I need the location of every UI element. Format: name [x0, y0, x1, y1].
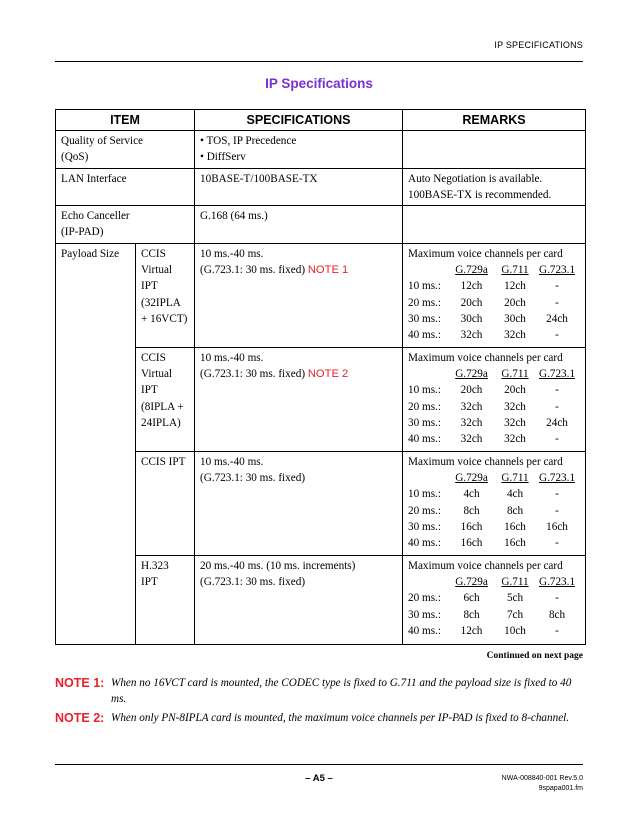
column-header-remarks: REMARKS — [403, 110, 586, 131]
codec-header: G.723.1 — [538, 368, 576, 381]
page-number: – A5 – — [305, 773, 333, 784]
codec-header: G.723.1 — [538, 472, 576, 485]
column-header-specifications: SPECIFICATIONS — [195, 110, 403, 131]
voice-title: Maximum voice channels per card — [408, 559, 563, 572]
channel-count: 32ch — [504, 416, 526, 429]
channel-count: - — [555, 504, 559, 517]
spec-text: 10BASE-T/100BASE-TX — [200, 172, 318, 185]
subitem-text: + 16VCT) — [141, 312, 188, 325]
codec-header: G.729a — [455, 472, 488, 485]
note-text: When no 16VCT card is mounted, the CODEC type is fixed to G.711 and the payload size is fixed to 40 ms. — [111, 677, 572, 705]
channel-count: - — [555, 488, 559, 501]
header-rule — [55, 61, 583, 62]
subitem-cell — [136, 555, 195, 644]
spec-cell — [195, 206, 403, 244]
voice-channel-table — [408, 262, 579, 343]
codec-header: G.711 — [501, 576, 529, 589]
channel-count: 16ch — [504, 537, 526, 550]
spec-text: 10 ms.-40 ms. — [200, 455, 264, 468]
remarks-cell — [403, 131, 586, 169]
spec-cell — [195, 347, 403, 451]
table-row-payload-ccis-virtual-32ipla — [56, 243, 586, 347]
table-row-lan — [56, 168, 586, 206]
codec-header-row — [408, 470, 579, 486]
item-text: Quality of Service — [61, 135, 144, 147]
document-id — [502, 774, 583, 794]
doc-number: NWA-008840-001 Rev.5.0 — [501, 775, 583, 782]
item-text: (IP-PAD) — [61, 226, 104, 239]
voice-channel-cell — [403, 243, 586, 347]
payload-ms-label: 20 ms.: — [408, 592, 441, 605]
blank-cell — [408, 366, 448, 382]
codec-header: G.729a — [455, 264, 488, 277]
payload-ms-label: 30 ms.: — [408, 312, 441, 325]
spec-cell — [195, 168, 403, 206]
codec-header: G.729a — [455, 368, 488, 381]
payload-ms-label: 40 ms.: — [408, 537, 441, 550]
channel-count: 32ch — [460, 416, 483, 429]
voice-channel-row — [408, 295, 579, 311]
subitem-text: CCIS — [141, 247, 166, 260]
voice-channel-table — [408, 574, 579, 639]
channel-count: - — [555, 280, 559, 293]
payload-ms-label: 30 ms.: — [408, 608, 441, 621]
channel-count: 16ch — [460, 520, 483, 533]
channel-count: 24ch — [546, 312, 568, 325]
subitem-text: H.323 — [141, 559, 169, 572]
blank-cell — [408, 470, 448, 486]
voice-channel-row — [408, 623, 579, 639]
codec-header: G.711 — [501, 368, 529, 381]
spec-cell — [195, 451, 403, 555]
payload-ms-label: 30 ms.: — [408, 416, 441, 429]
voice-channel-row — [408, 327, 579, 343]
footer-rule — [55, 764, 583, 765]
spec-cell — [195, 131, 403, 169]
codec-header: G.729a — [455, 576, 488, 589]
voice-channel-row — [408, 503, 579, 519]
spec-text: 10 ms.-40 ms. — [200, 247, 264, 260]
subitem-text: CCIS — [141, 351, 166, 364]
channel-count: 16ch — [460, 537, 483, 550]
channel-count: 32ch — [460, 329, 483, 342]
channel-count: 8ch — [463, 608, 480, 621]
note-2 — [55, 710, 585, 726]
spec-text: (G.723.1: 30 ms. fixed) — [200, 368, 306, 381]
codec-header-cell — [495, 366, 535, 382]
remarks-text: 100BASE-TX is recommended. — [408, 188, 552, 201]
voice-title: Maximum voice channels per card — [408, 351, 563, 364]
codec-header-cell — [535, 366, 579, 382]
table-row-payload-ccis-virtual-8ipla — [56, 347, 586, 451]
payload-ms-label: 20 ms.: — [408, 296, 441, 309]
codec-header-cell — [495, 574, 535, 590]
note-1 — [55, 675, 585, 707]
note-label: NOTE 1: — [55, 676, 105, 690]
voice-title: Maximum voice channels per card — [408, 247, 563, 260]
channel-count: 20ch — [504, 384, 526, 397]
note-label: NOTE 2: — [55, 711, 105, 725]
blank-cell — [408, 262, 448, 278]
voice-channel-table — [408, 470, 579, 551]
voice-channel-cell — [403, 555, 586, 644]
codec-header-cell — [535, 262, 579, 278]
channel-count: - — [555, 624, 559, 637]
channel-count: 5ch — [506, 592, 524, 605]
voice-channel-row — [408, 486, 579, 502]
voice-channel-row — [408, 590, 579, 606]
channel-count: 24ch — [546, 416, 568, 429]
item-text: (QoS) — [61, 151, 89, 164]
voice-channel-row — [408, 607, 579, 623]
spec-cell — [195, 243, 403, 347]
channel-count: 16ch — [546, 520, 568, 533]
codec-header-cell — [448, 366, 495, 382]
channel-count: 7ch — [506, 608, 524, 621]
payload-ms-label: 40 ms.: — [408, 329, 441, 342]
channel-count: - — [555, 296, 559, 309]
codec-header-cell — [448, 262, 495, 278]
payload-ms-label: 40 ms.: — [408, 624, 441, 637]
channel-count: 8ch — [548, 608, 566, 621]
spec-text: 10 ms.-40 ms. — [200, 351, 264, 364]
voice-channel-row — [408, 311, 579, 327]
voice-channel-row — [408, 535, 579, 551]
codec-header: G.711 — [501, 264, 529, 277]
item-text: LAN Interface — [61, 172, 127, 185]
channel-count: 4ch — [463, 488, 480, 501]
doc-file: 9spapa001.fm — [538, 785, 583, 792]
channel-count: - — [555, 329, 559, 342]
channel-count: 12ch — [504, 280, 526, 293]
payload-ms-label: 20 ms.: — [408, 400, 441, 413]
channel-count: 30ch — [460, 312, 483, 325]
spec-text: 20 ms.-40 ms. (10 ms. increments) — [200, 559, 356, 572]
codec-header-cell — [535, 574, 579, 590]
voice-channel-row — [408, 382, 579, 398]
remarks-text: Auto Negotiation is available. — [408, 172, 543, 185]
channel-count: 20ch — [504, 296, 526, 309]
channel-count: - — [555, 433, 559, 446]
payload-ms-label: 10 ms.: — [408, 280, 441, 293]
channel-count: 32ch — [504, 329, 526, 342]
channel-count: 16ch — [504, 520, 526, 533]
note-reference: NOTE 1 — [307, 264, 349, 277]
channel-count: 32ch — [460, 400, 483, 413]
codec-header-cell — [448, 574, 495, 590]
item-text: Echo Canceller — [61, 210, 130, 223]
codec-header-cell — [448, 470, 495, 486]
subitem-cell — [136, 451, 195, 555]
spec-text: (G.723.1: 30 ms. fixed) — [200, 472, 306, 485]
item-cell — [56, 131, 195, 169]
payload-size-label — [56, 243, 136, 644]
spec-text: (G.723.1: 30 ms. fixed) — [200, 264, 306, 277]
channel-count: 8ch — [506, 504, 524, 517]
table-row-payload-h323-ipt — [56, 555, 586, 644]
note-text: When only PN-8IPLA card is mounted, the maximum voice channels per IP-PAD is fixed to 8-channel. — [111, 712, 570, 724]
codec-header: G.723.1 — [538, 264, 576, 277]
subitem-text: Virtual — [141, 368, 173, 381]
channel-count: - — [555, 400, 559, 413]
subitem-text: CCIS IPT — [141, 455, 186, 468]
continued-notice: Continued on next page — [486, 651, 583, 661]
subitem-text: IPT — [141, 384, 158, 397]
codec-header: G.723.1 — [538, 576, 576, 589]
subitem-text: IPT — [141, 576, 158, 589]
voice-channel-cell — [403, 451, 586, 555]
codec-header-row — [408, 262, 579, 278]
codec-header-row — [408, 574, 579, 590]
subitem-text: IPT — [141, 280, 158, 293]
channel-count: 8ch — [463, 504, 480, 517]
subitem-text: Virtual — [141, 264, 173, 277]
voice-channel-row — [408, 278, 579, 294]
channel-count: 6ch — [463, 592, 480, 605]
payload-size-text: Payload Size — [61, 247, 120, 260]
voice-channel-table — [408, 366, 579, 447]
voice-channel-row — [408, 399, 579, 415]
payload-ms-label: 10 ms.: — [408, 488, 441, 501]
table-row-echo-canceller — [56, 206, 586, 244]
table-row-payload-ccis-ipt — [56, 451, 586, 555]
subitem-cell — [136, 243, 195, 347]
running-header: IP SPECIFICATIONS — [494, 40, 583, 50]
spec-text: • DiffServ — [200, 151, 246, 164]
payload-ms-label: 40 ms.: — [408, 433, 441, 446]
ip-specifications-table — [55, 109, 586, 645]
channel-count: - — [555, 537, 559, 550]
spec-text: (G.723.1: 30 ms. fixed) — [200, 576, 306, 589]
table-row-qos — [56, 131, 586, 169]
channel-count: 12ch — [460, 624, 483, 637]
voice-title: Maximum voice channels per card — [408, 455, 563, 468]
subitem-text: (8IPLA + — [141, 400, 184, 413]
codec-header-cell — [495, 470, 535, 486]
remarks-cell — [403, 206, 586, 244]
channel-count: 12ch — [460, 280, 483, 293]
voice-channel-row — [408, 431, 579, 447]
table-header-row — [56, 110, 586, 131]
codec-header-row — [408, 366, 579, 382]
item-cell — [56, 206, 195, 244]
note-reference: NOTE 2 — [307, 368, 349, 381]
payload-ms-label: 20 ms.: — [408, 504, 441, 517]
subitem-text: (32IPLA — [141, 296, 181, 309]
payload-ms-label: 30 ms.: — [408, 520, 441, 533]
voice-channel-row — [408, 415, 579, 431]
spec-cell — [195, 555, 403, 644]
channel-count: 20ch — [460, 296, 483, 309]
blank-cell — [408, 574, 448, 590]
channel-count: 10ch — [504, 624, 526, 637]
voice-channel-row — [408, 519, 579, 535]
channel-count: 32ch — [504, 400, 526, 413]
subitem-text: 24IPLA) — [141, 416, 181, 429]
spec-text: • TOS, IP Precedence — [200, 135, 297, 147]
column-header-item: ITEM — [56, 110, 195, 131]
codec-header-cell — [495, 262, 535, 278]
item-cell — [56, 168, 195, 206]
channel-count: 30ch — [504, 312, 526, 325]
remarks-cell — [403, 168, 586, 206]
codec-header-cell — [535, 470, 579, 486]
subitem-cell — [136, 347, 195, 451]
channel-count: 32ch — [504, 433, 526, 446]
codec-header: G.711 — [501, 472, 529, 485]
channel-count: 32ch — [460, 433, 483, 446]
payload-ms-label: 10 ms.: — [408, 384, 441, 397]
spec-text: G.168 (64 ms.) — [200, 210, 268, 223]
page-title: IP Specifications — [265, 76, 373, 91]
channel-count: - — [555, 592, 559, 605]
channel-count: - — [555, 384, 559, 397]
channel-count: 20ch — [460, 384, 483, 397]
channel-count: 4ch — [506, 488, 524, 501]
voice-channel-cell — [403, 347, 586, 451]
